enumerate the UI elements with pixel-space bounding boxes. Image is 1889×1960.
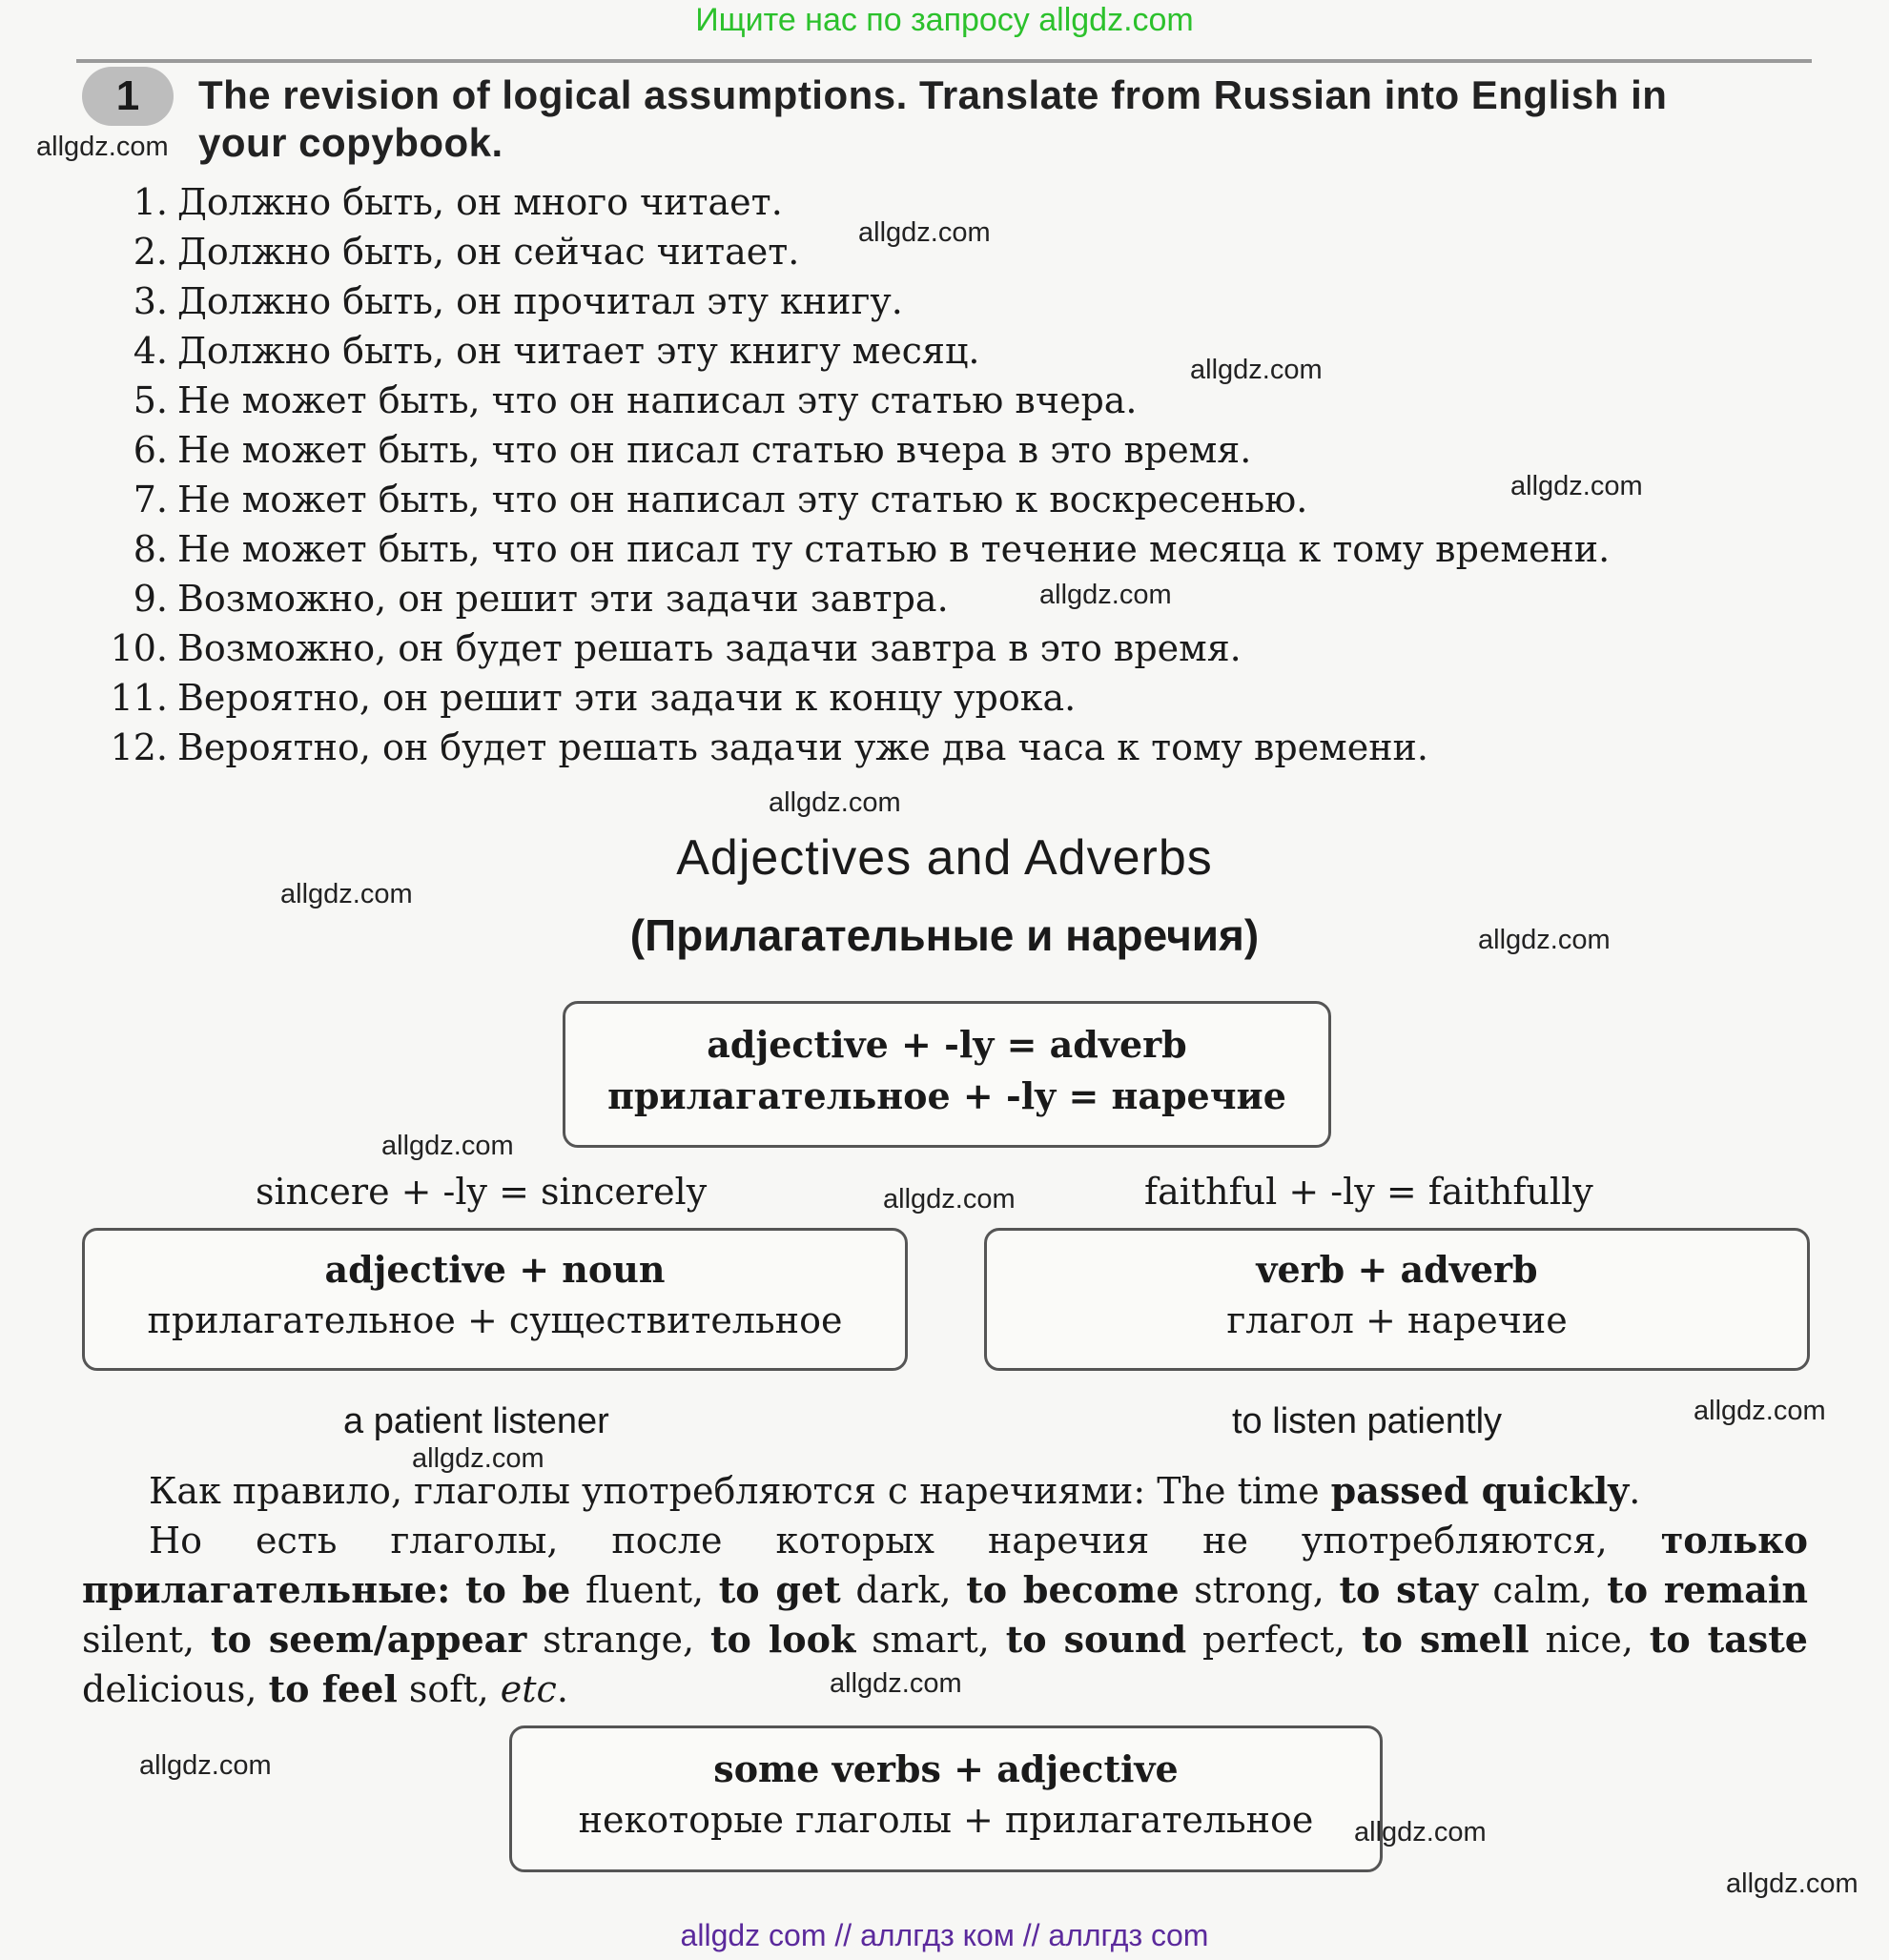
watermark: allgdz.com	[1039, 580, 1172, 610]
watermark: allgdz.com	[280, 879, 413, 909]
box-verbs-adjective	[509, 1725, 1383, 1872]
grammar-paragraph: Как правило, глаголы употребляются с наречиями: The time passed quickly. Но есть глаголы, после которых наречия не употребляются, только прилагательные: to be fluent, to get dark, to become strong, to stay calm, to remain silent, to seem/appear strange, to look smart, to sound perfect, to smell nice, to taste delicious, to feel soft, etc.	[82, 1469, 1808, 1710]
rule-box-adverb	[563, 1001, 1331, 1148]
box-verb-adv-line2: глагол + наречие	[1226, 1299, 1568, 1341]
task-title-line1: The revision of logical assumptions. Translate from Russian into English in	[198, 72, 1668, 117]
watermark: allgdz.com	[381, 1131, 514, 1161]
task-title-line2: your copybook.	[198, 120, 503, 165]
box-verb-adv-line1: verb + adverb	[1256, 1248, 1538, 1291]
box-adj-noun-line2: прилагательное + существительное	[147, 1299, 843, 1341]
list-item: 8. Не может быть, что он писал ту статью в течение месяца к тому времени.	[133, 528, 1611, 570]
list-item: 4. Должно быть, он читает эту книгу месяц.	[133, 330, 980, 372]
watermark: allgdz.com	[883, 1184, 1016, 1215]
watermark: allgdz.com	[769, 787, 901, 818]
rule-box-line1: adjective + -ly = adverb	[707, 1023, 1187, 1066]
watermark: allgdz.com	[1478, 925, 1611, 955]
example-faithfully: faithful + -ly = faithfully	[1144, 1171, 1593, 1213]
watermark: allgdz.com	[830, 1668, 962, 1699]
list-item: 3. Должно быть, он прочитал эту книгу.	[133, 280, 903, 322]
exercise-number-badge: 1	[82, 67, 174, 126]
list-item: 9. Возможно, он решит эти задачи завтра.	[133, 578, 949, 620]
watermark: allgdz.com	[1510, 471, 1643, 501]
watermark: allgdz.com	[1694, 1396, 1826, 1426]
rule-box-line2: прилагательное + -ly = наречие	[607, 1074, 1286, 1117]
watermark: allgdz.com	[858, 217, 991, 248]
box-verbs-adj-line1: some verbs + adjective	[713, 1747, 1179, 1790]
example-patient-listener: a patient listener	[343, 1401, 609, 1441]
list-item: 7. Не может быть, что он написал эту статью к воскресенью.	[133, 479, 1308, 521]
watermark: allgdz.com	[1354, 1817, 1487, 1848]
box-verb-adverb	[984, 1228, 1810, 1371]
example-listen-patiently: to listen patiently	[1232, 1401, 1503, 1441]
watermark: allgdz.com	[1726, 1868, 1858, 1899]
footer-watermark[interactable]: allgdz com // аллгдз ком // аллгдз com	[680, 1918, 1209, 1952]
watermark: allgdz.com	[412, 1443, 544, 1474]
top-banner[interactable]: Ищите нас по запросу allgdz.com	[695, 2, 1194, 38]
section-subtitle: (Прилагательные и наречия)	[629, 910, 1260, 960]
watermark: allgdz.com	[139, 1750, 272, 1781]
box-adjective-noun	[82, 1228, 908, 1371]
list-item: 11. Вероятно, он решит эти задачи к концу урока.	[110, 677, 1077, 719]
list-item: 6. Не может быть, что он писал статью вчера в это время.	[133, 429, 1252, 471]
list-item: 5. Не может быть, что он написал эту статью вчера.	[133, 379, 1138, 421]
list-item: 2. Должно быть, он сейчас читает.	[133, 231, 800, 273]
list-item: 1. Должно быть, он много читает.	[133, 181, 783, 223]
section-title: Adjectives and Adverbs	[676, 830, 1213, 886]
list-item: 12. Вероятно, он будет решать задачи уже два часа к тому времени.	[110, 726, 1428, 768]
box-verbs-adj-line2: некоторые глаголы + прилагательное	[578, 1799, 1314, 1841]
header-rule	[76, 59, 1812, 63]
example-sincerely: sincere + -ly = sincerely	[256, 1171, 708, 1213]
list-item: 10. Возможно, он будет решать задачи завтра в это время.	[110, 627, 1242, 669]
watermark: allgdz.com	[1190, 355, 1323, 385]
watermark: allgdz.com	[36, 132, 169, 162]
box-adj-noun-line1: adjective + noun	[324, 1248, 666, 1291]
